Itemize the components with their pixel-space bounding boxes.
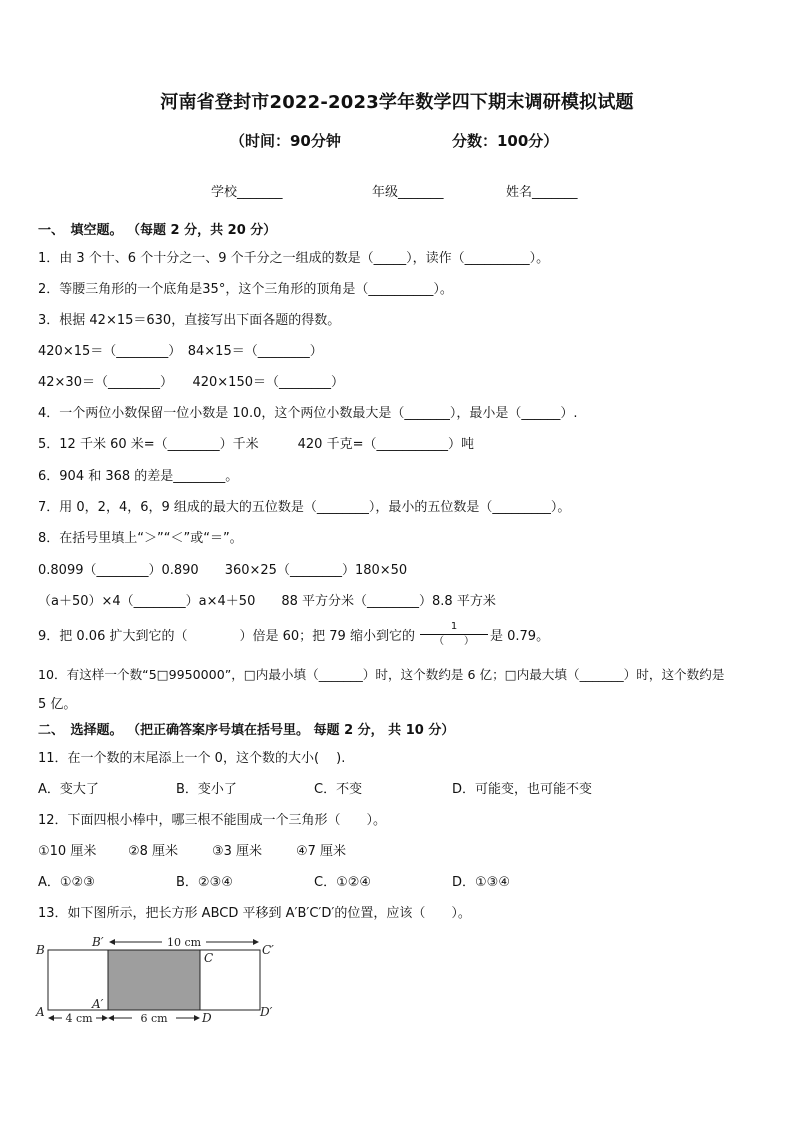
shaded-rectangle [108, 950, 200, 1010]
stick-1: ①10 厘米 [38, 844, 97, 859]
question-3: 3．根据 42×15＝630，直接写出下面各题的得数。 [38, 313, 341, 328]
translation-figure [32, 930, 292, 1028]
label-6cm: 6 cm [140, 1012, 168, 1025]
vertex-b-prime: B′ [92, 935, 104, 949]
exam-time: （时间：90分钟 [230, 132, 341, 150]
stick-2: ②8 厘米 [128, 844, 179, 859]
q12-option-d: D．①③④ [452, 875, 510, 890]
question-1: 1．由 3 个十、6 个十分之一、9 个千分之一组成的数是（_____），读作（__________）。 [38, 251, 550, 266]
question-12: 12．下面四根小棒中，哪三根不能围成一个三角形（ ）。 [38, 813, 387, 828]
q12-option-c: C．①②④ [314, 875, 372, 890]
question-5: 5．12 千米 60 米=（________）千米 420 千克=（___________）吨 [38, 437, 474, 452]
page-title: 河南省登封市2022-2023学年数学四下期末调研模拟试题 [160, 92, 634, 113]
exam-score: 分数：100分） [452, 132, 559, 150]
q12-option-a: A．①②③ [38, 875, 95, 890]
vertex-c: C [204, 951, 214, 965]
question-9-fraction [420, 621, 488, 648]
question-11: 11．在一个数的末尾添上一个 0，这个数的大小( ). [38, 751, 346, 766]
q11-option-c: C．不变 [314, 782, 363, 797]
fraction-numerator: 1 [450, 621, 458, 632]
label-4cm: 4 cm [65, 1012, 93, 1025]
vertex-b: B [36, 943, 45, 957]
name-field: 姓名_______ [506, 185, 578, 200]
question-7: 7．用 0，2，4，6，9 组成的最大的五位数是（________），最小的五位数是（_________）。 [38, 500, 571, 515]
stick-4: ④7 厘米 [296, 844, 347, 859]
vertex-d: D [202, 1011, 212, 1025]
question-10: 10．有这样一个数“5□9950000”，□内最小填（_______）时，这个数约是 6 亿；□内最大填（_______）时，这个数约是 [38, 667, 725, 682]
arrow-4-right [102, 1015, 108, 1021]
fraction-denominator: （ ） [434, 636, 474, 647]
question-9-tail: 是 0.79。 [490, 629, 550, 644]
section2-heading: 二、 选择题。 （把正确答案序号填在括号里。 每题 2 分， 共 10 分） [38, 723, 455, 738]
question-4: 4．一个两位小数保留一位小数是 10.0，这个两位小数最大是（_______），最小是（______）. [38, 406, 578, 421]
question-2: 2．等腰三角形的一个底角是35°，这个三角形的顶角是（__________）。 [38, 282, 453, 297]
arrow-left [109, 939, 115, 945]
question-6: 6．904 和 368 的差是________。 [38, 469, 239, 484]
school-field: 学校_______ [211, 185, 283, 200]
question-3-line-2: 42×30＝（________） 420×150＝（________） [38, 375, 344, 390]
question-13: 13．如下图所示，把长方形 ABCD 平移到 A′B′C′D′的位置，应该（ ）。 [38, 906, 471, 921]
stick-3: ③3 厘米 [212, 844, 263, 859]
arrow-4-left [48, 1015, 54, 1021]
section1-heading: 一、 填空题。 （每题 2 分，共 20 分） [38, 223, 277, 238]
vertex-a-prime: A′ [92, 997, 104, 1011]
grade-field: 年级_______ [372, 185, 444, 200]
q12-option-b: B．②③④ [176, 875, 233, 890]
vertex-d-prime: D′ [260, 1005, 273, 1019]
arrow-right [253, 939, 259, 945]
arrow-6-left [108, 1015, 114, 1021]
vertex-c-prime: C′ [262, 943, 274, 957]
question-8-line-2: （a＋50）×4（________）a×4＋50 88 平方分米（________）8.8 平方米 [38, 594, 496, 609]
question-10-continued: 5 亿。 [38, 697, 77, 712]
question-8-line-1: 0.8099（________）0.890 360×25（________）180×50 [38, 563, 408, 578]
question-3-line-1: 420×15＝（________） 84×15＝（________） [38, 344, 323, 359]
question-8: 8．在括号里填上“＞”“＜”或“＝”。 [38, 531, 243, 546]
arrow-6-right [194, 1015, 200, 1021]
vertex-a: A [36, 1005, 45, 1019]
fraction-bar [420, 634, 488, 635]
question-9: 9．把 0.06 扩大到它的（ ）倍是 60；把 79 缩小到它的 [38, 629, 415, 644]
q11-option-d: D．可能变，也可能不变 [452, 782, 593, 797]
label-10cm: 10 cm [166, 936, 202, 949]
q11-option-a: A．变大了 [38, 782, 99, 797]
q11-option-b: B．变小了 [176, 782, 237, 797]
